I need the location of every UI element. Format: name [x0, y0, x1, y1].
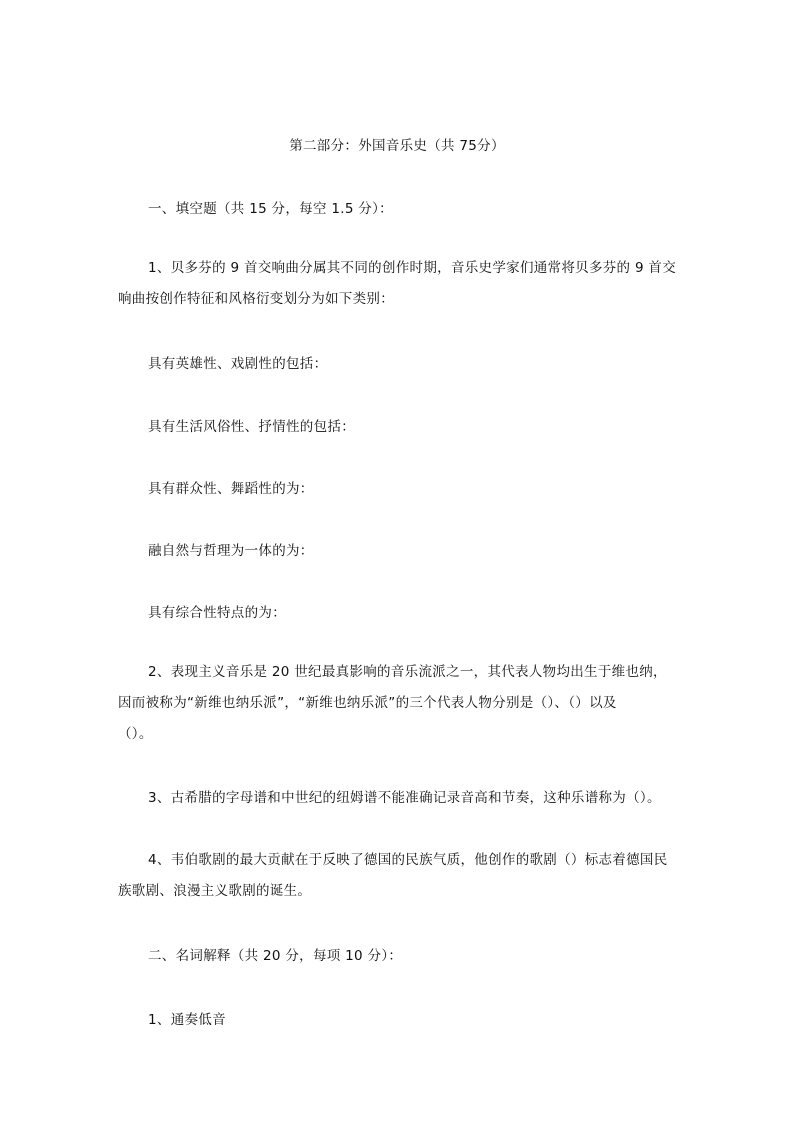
section1-heading: 一、填空题（共 15 分，每空 1.5 分）： [148, 201, 393, 217]
blank-item-heroic: 具有英雄性、戏剧性的包括： [148, 356, 328, 372]
question-1-line-1: 1、贝多芬的 9 首交响曲分属其不同的创作时期，音乐史学家们通常将贝多芬的 9 首交 [148, 260, 677, 276]
question-3 [118, 783, 678, 814]
question-1 [118, 253, 678, 315]
question-4-line-1: 4、韦伯歌剧的最大贡献在于反映了德国的民族气质，他创作的歌剧（）标志着德国民 [148, 852, 668, 868]
page-title: 第二部分：外国音乐史（共 75分） [289, 138, 505, 154]
question-2-line-1: 2、表现主义音乐是 20 世纪最真影响的音乐流派之一，其代表人物均出生于维也纳， [148, 664, 667, 680]
question-2-line-2: 因而被称为“新维也纳乐派”，“新维也纳乐派”的三个代表人物分别是（）、（）以及 [118, 695, 617, 711]
question-1-line-2: 响曲按创作特征和风格衍变划分为如下类别： [118, 291, 394, 307]
blank-item-synthesis: 具有综合性特点的为： [148, 605, 286, 621]
question-3-line-1: 3、古希腊的字母谱和中世纪的纽姆谱不能准确记录音高和节奏，这种乐谱称为（）。 [148, 790, 661, 806]
question-4 [118, 845, 678, 907]
question-2-line-3: （）。 [118, 726, 153, 742]
term-item-1: 1、通奏低音 [148, 1012, 226, 1028]
blank-item-nature: 融自然与哲理为一体的为： [148, 543, 314, 559]
question-2 [118, 657, 678, 750]
question-4-line-2: 族歌剧、浪漫主义歌剧的诞生。 [118, 883, 312, 899]
blank-item-dance: 具有群众性、舞蹈性的为： [148, 481, 314, 497]
section2-heading: 二、名词解释（共 20 分，每项 10 分）： [148, 948, 403, 964]
blank-item-lyrical: 具有生活风俗性、抒情性的包括： [148, 419, 355, 435]
